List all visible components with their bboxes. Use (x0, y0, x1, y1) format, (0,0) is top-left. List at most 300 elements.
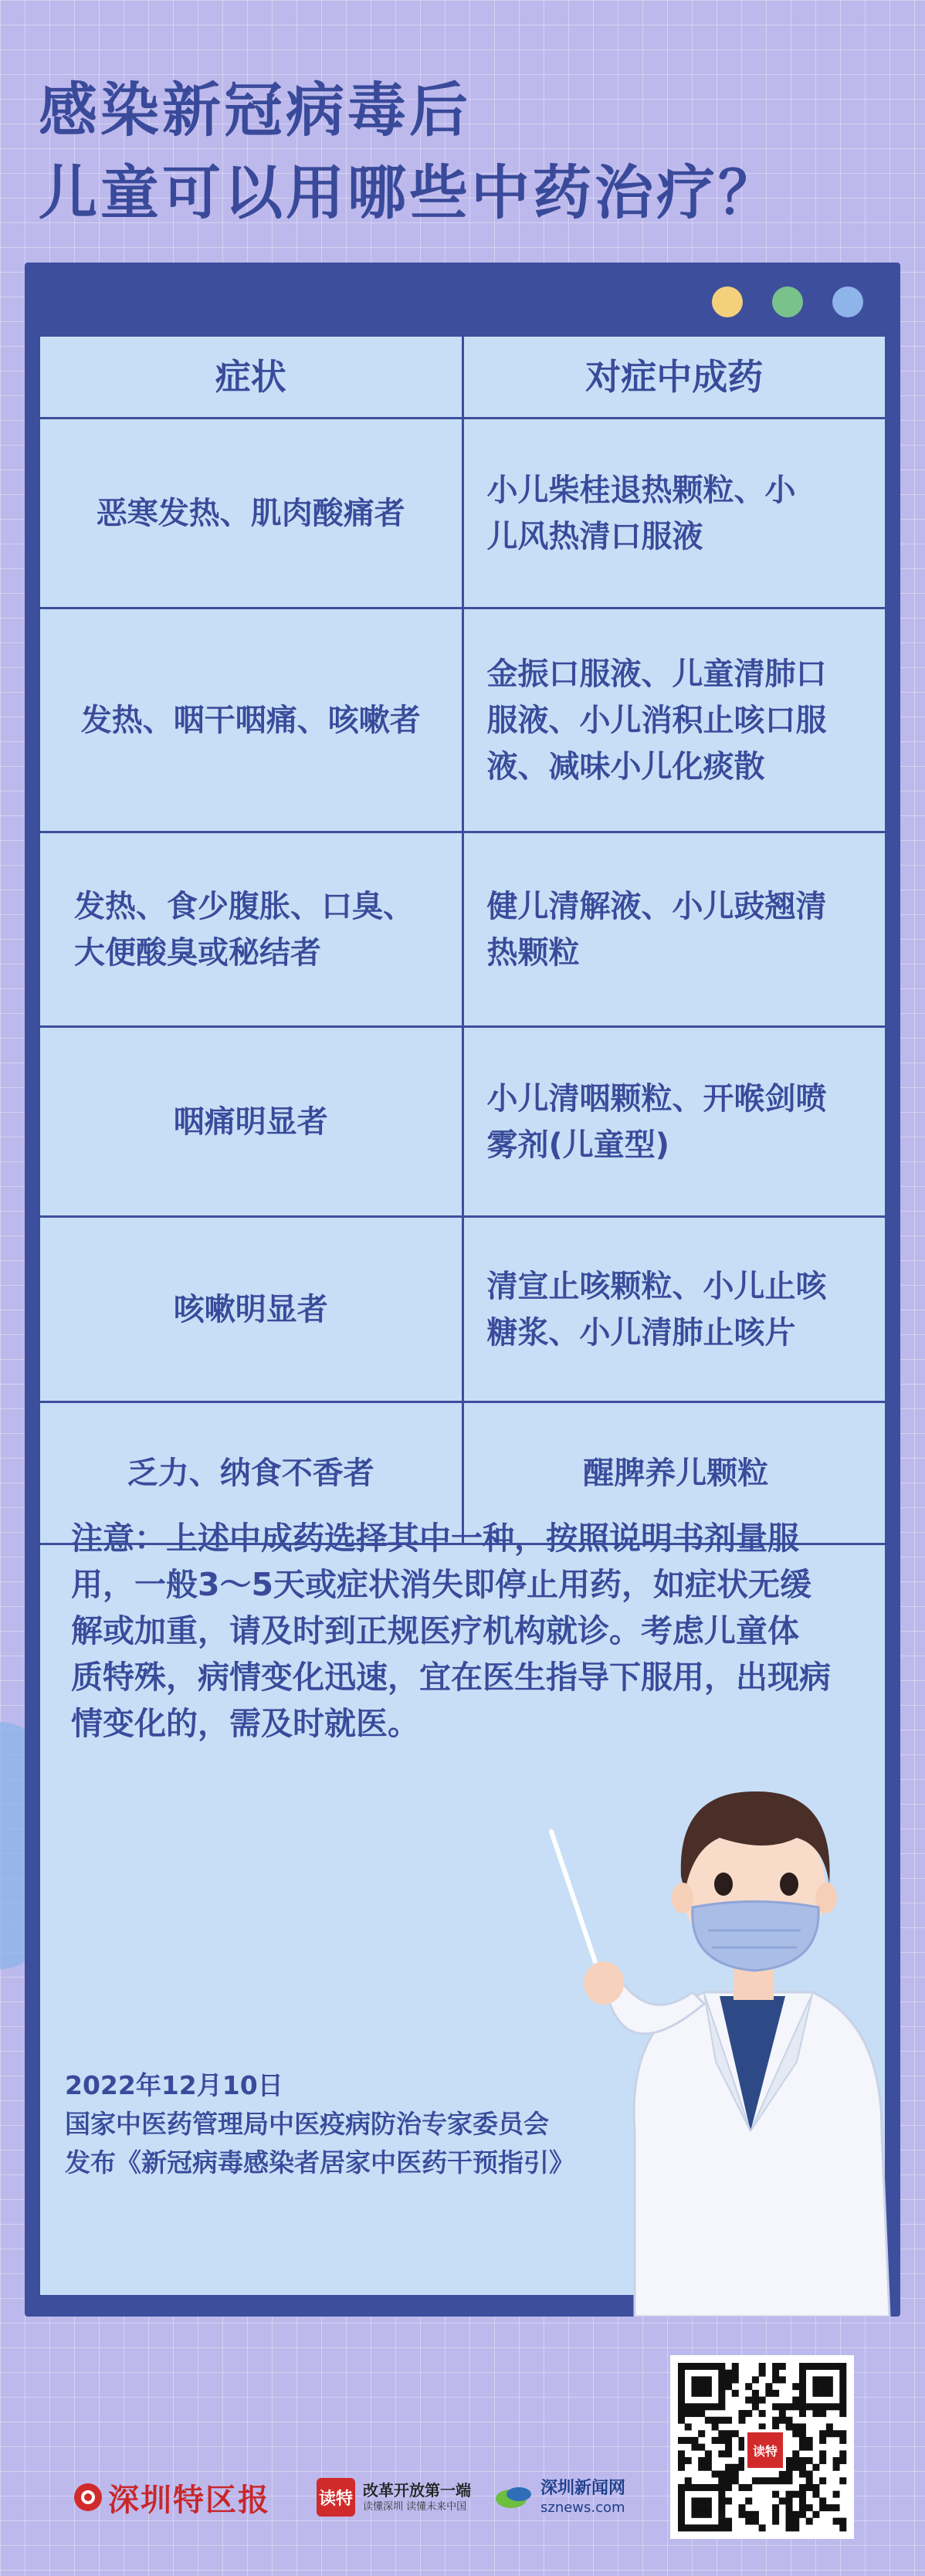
qr-module (833, 2457, 840, 2464)
qr-module (812, 2376, 819, 2383)
notice-line: 用，一般3～5天或症状消失即停止用药，如症状无缓 (71, 1566, 812, 1603)
qr-module (839, 2397, 846, 2404)
window-dot-blue-icon (832, 286, 863, 317)
symptom-text: 发热、食少腹胀、口臭、 (74, 888, 414, 924)
qr-module (678, 2497, 685, 2504)
source-publish: 发布《新冠病毒感染者居家中医药干预指引》 (65, 2147, 574, 2178)
qr-module (685, 2403, 692, 2410)
qr-module (826, 2504, 833, 2511)
qr-module (685, 2437, 692, 2444)
qr-module (712, 2524, 719, 2531)
qr-module (799, 2376, 806, 2383)
qr-module (732, 2376, 739, 2383)
qr-module (819, 2430, 826, 2437)
qr-module (839, 2518, 846, 2525)
content-panel (25, 263, 900, 2317)
qr-module (752, 2518, 759, 2525)
qr-module (779, 2410, 786, 2417)
symptom-text: 咽痛明显者 (173, 1103, 328, 1140)
qr-module (691, 2504, 698, 2511)
qr-module (812, 2511, 819, 2518)
qr-module (725, 2383, 732, 2390)
qr-module (806, 2484, 813, 2491)
qr-module (779, 2497, 786, 2504)
qr-module (772, 2518, 779, 2525)
page-title-line2: 儿童可以用哪些中药治疗？ (39, 158, 780, 227)
doctor-hand (584, 1961, 624, 2005)
qr-module (718, 2491, 725, 2498)
qr-module (678, 2417, 685, 2424)
qr-module (826, 2403, 833, 2410)
qr-module (792, 2403, 799, 2410)
qr-module (705, 2417, 712, 2424)
qr-module (732, 2464, 739, 2471)
qr-module (833, 2491, 840, 2498)
qr-module (786, 2518, 793, 2525)
medicine-cell (462, 608, 885, 832)
qr-module (812, 2491, 819, 2498)
sznews-leaf-icon (494, 2482, 534, 2513)
medicine-text: 儿风热清口服液 (486, 518, 703, 554)
qr-module (732, 2477, 739, 2484)
qr-module (806, 2471, 813, 2478)
qr-module (705, 2504, 712, 2511)
medicine-cell (462, 419, 885, 608)
medicine-text: 糖浆、小儿清肺止咳片 (486, 1314, 796, 1351)
notice-line: 质特殊，病情变化迅速，宜在医生指导下服用，出现病 (71, 1659, 831, 1696)
medicine-text: 热颗粒 (486, 934, 580, 971)
qr-module (691, 2437, 698, 2444)
qr-module (725, 2370, 732, 2377)
symptom-text: 大便酸臭或秘结者 (74, 934, 321, 971)
qr-module (819, 2390, 826, 2397)
qr-module (792, 2423, 799, 2430)
qr-module (786, 2497, 793, 2504)
qr-module (725, 2497, 732, 2504)
qr-module (819, 2410, 826, 2417)
qr-module (678, 2410, 685, 2417)
logo2-slogan: 改革开放第一端 (363, 2481, 471, 2500)
qr-module (738, 2410, 745, 2417)
qr-module (839, 2403, 846, 2410)
qr-module (819, 2383, 826, 2390)
qr-module (772, 2511, 779, 2518)
qr-module (732, 2370, 739, 2377)
qr-module (725, 2450, 732, 2457)
qr-module (779, 2376, 786, 2383)
logo1-text: 深圳特区报 (108, 2481, 270, 2518)
qr-module (799, 2464, 806, 2471)
qr-module (833, 2403, 840, 2410)
logo3-domain: sznews.com (540, 2500, 625, 2516)
qr-module (725, 2444, 732, 2451)
medicine-text: 服液、小儿消积止咳口服 (486, 702, 827, 738)
symptom-text: 发热、咽干咽痛、咳嗽者 (80, 702, 421, 738)
qr-module (752, 2376, 759, 2383)
notice-line: 注意：上述中成药选择其中一种，按照说明书剂量服 (71, 1520, 799, 1557)
qr-module (759, 2477, 766, 2484)
logo3-text-group (540, 2478, 625, 2517)
qr-module (685, 2410, 692, 2417)
qr-module (691, 2524, 698, 2531)
qr-module (678, 2518, 685, 2525)
qr-module (678, 2397, 685, 2404)
qr-module (786, 2471, 793, 2478)
qr-module (799, 2484, 806, 2491)
qr-module (792, 2457, 799, 2464)
table-row (40, 608, 885, 832)
qr-module (833, 2518, 840, 2525)
qr-module (718, 2477, 725, 2484)
qr-module (698, 2497, 705, 2504)
qr-module (698, 2376, 705, 2383)
symptom-cell (40, 608, 462, 832)
qr-module (718, 2518, 725, 2525)
qr-module (786, 2524, 793, 2531)
qr-module (705, 2524, 712, 2531)
qr-module (792, 2450, 799, 2457)
qr-module (705, 2457, 712, 2464)
qr-module (685, 2457, 692, 2464)
qr-module (705, 2390, 712, 2397)
qr-module (691, 2403, 698, 2410)
qr-badge-icon: 读特 (744, 2429, 786, 2471)
qr-module (826, 2390, 833, 2397)
qr-module (691, 2383, 698, 2390)
qr-module (792, 2491, 799, 2498)
qr-module (792, 2464, 799, 2471)
qr-module (786, 2464, 793, 2471)
qr-module (678, 2524, 685, 2531)
qr-module (812, 2464, 819, 2471)
qr-module (691, 2376, 698, 2383)
qr-module (826, 2430, 833, 2437)
qr-module (779, 2363, 786, 2370)
duote-badge-icon: 读特 (317, 2478, 355, 2517)
qr-module (799, 2363, 806, 2370)
qr-module (779, 2477, 786, 2484)
qr-module (698, 2511, 705, 2518)
qr-module (826, 2423, 833, 2430)
qr-module (833, 2504, 840, 2511)
table-row (40, 1027, 885, 1217)
qr-module (698, 2504, 705, 2511)
qr-module (759, 2363, 766, 2370)
qr-module (738, 2484, 745, 2491)
qr-module (705, 2363, 712, 2370)
shenzhen-special-zone-daily-logo (74, 2474, 270, 2520)
medicine-text: 清宣止咳颗粒、小儿止咳 (486, 1268, 827, 1304)
qr-module (819, 2403, 826, 2410)
qr-module (705, 2383, 712, 2390)
qr-module (772, 2491, 779, 2498)
qr-module (799, 2383, 806, 2390)
qr-module (799, 2497, 806, 2504)
symptom-cell (40, 832, 462, 1027)
qr-module (712, 2423, 719, 2430)
qr-module (792, 2430, 799, 2437)
medicine-text: 液、减味小儿化痰散 (486, 748, 765, 785)
table-row (40, 419, 885, 608)
medicine-text: 健儿清解液、小儿豉翘清 (486, 888, 827, 924)
page-title-line1: 感染新冠病毒后 (39, 76, 471, 144)
qr-module (745, 2518, 752, 2525)
qr-module (718, 2370, 725, 2377)
window-dot-yellow-icon (712, 286, 743, 317)
qr-module (772, 2417, 779, 2424)
qr-module (745, 2410, 752, 2417)
qr-module (819, 2497, 826, 2504)
qr-module (691, 2410, 698, 2417)
qr-module (799, 2457, 806, 2464)
medicine-text: 小儿柴桂退热颗粒、小 (486, 472, 796, 508)
qr-module (839, 2363, 846, 2370)
qr-module (833, 2464, 840, 2471)
qr-module (833, 2430, 840, 2437)
window-dot-green-icon (772, 286, 803, 317)
qr-module (712, 2437, 719, 2444)
qr-module (705, 2403, 712, 2410)
qr-module (826, 2376, 833, 2383)
qr-module (799, 2437, 806, 2444)
qr-module (812, 2403, 819, 2410)
qr-module (705, 2497, 712, 2504)
qr-module (691, 2363, 698, 2370)
qr-module (839, 2370, 846, 2377)
qr-module (725, 2376, 732, 2383)
qr-module (698, 2444, 705, 2451)
qr-module (799, 2397, 806, 2404)
qr-module (799, 2471, 806, 2478)
qr-module (799, 2511, 806, 2518)
qr-module (738, 2511, 745, 2518)
qr-module (812, 2383, 819, 2390)
qr-module (819, 2450, 826, 2457)
qr-module (712, 2403, 719, 2410)
qr-module (765, 2477, 772, 2484)
doctor-illustration (519, 1699, 905, 2317)
qr-module (792, 2518, 799, 2525)
qr-module (691, 2484, 698, 2491)
qr-module (799, 2430, 806, 2437)
qr-module (705, 2376, 712, 2383)
qr-module (725, 2471, 732, 2478)
qr-module (718, 2484, 725, 2491)
symptom-text: 咳嗽明显者 (173, 1291, 328, 1327)
qr-module (678, 2363, 685, 2370)
face-mask (693, 1902, 818, 1971)
qr-module (806, 2437, 813, 2444)
table-header-row (40, 337, 885, 419)
medicine-text: 金振口服液、儿童清肺口 (486, 656, 827, 692)
medicine-cell (462, 1217, 885, 1402)
qr-module (819, 2477, 826, 2484)
medicine-text: 小儿清咽颗粒、开喉剑喷 (486, 1080, 827, 1117)
qr-module (698, 2390, 705, 2397)
qr-module (725, 2437, 732, 2444)
medicine-text: 醒脾养儿颗粒 (583, 1455, 769, 1491)
qr-module (826, 2363, 833, 2370)
qr-module (786, 2511, 793, 2518)
qr-module (765, 2390, 772, 2397)
qr-module (698, 2430, 705, 2437)
qr-module (799, 2491, 806, 2498)
qr-module (698, 2464, 705, 2471)
medicine-text: 雾剂(儿童型) (486, 1127, 670, 1163)
symptom-text: 恶寒发热、肌肉酸痛者 (96, 495, 405, 531)
qr-module (718, 2511, 725, 2518)
qr-module (839, 2437, 846, 2444)
qr-code[interactable] (670, 2355, 854, 2539)
qr-module (799, 2444, 806, 2451)
doctor-ear (672, 1883, 693, 1913)
qr-module (806, 2444, 813, 2451)
qr-module (819, 2504, 826, 2511)
qr-module (786, 2403, 793, 2410)
qr-module (678, 2390, 685, 2397)
logo3-name: 深圳新闻网 (540, 2479, 626, 2498)
qr-module (799, 2390, 806, 2397)
qr-module (705, 2484, 712, 2491)
qr-module (718, 2450, 725, 2457)
qr-module (718, 2497, 725, 2504)
qr-module (779, 2403, 786, 2410)
qr-module (819, 2363, 826, 2370)
qr-module (678, 2403, 685, 2410)
qr-module (839, 2430, 846, 2437)
symptom-cell (40, 419, 462, 608)
source-org: 国家中医药管理局中医疫病防治专家委员会 (65, 2109, 549, 2139)
qr-module (833, 2363, 840, 2370)
qr-module (772, 2504, 779, 2511)
qr-module (718, 2383, 725, 2390)
qr-module (678, 2450, 685, 2457)
doctor-eye (780, 1873, 798, 1896)
qr-module (772, 2390, 779, 2397)
qr-module (745, 2497, 752, 2504)
qr-module (792, 2524, 799, 2531)
qr-module (678, 2504, 685, 2511)
qr-module (691, 2497, 698, 2504)
qr-module (718, 2363, 725, 2370)
qr-module (839, 2410, 846, 2417)
qr-module (792, 2511, 799, 2518)
qr-module (759, 2397, 766, 2404)
source-date: 2022年12月10日 (65, 2070, 283, 2100)
qr-module (839, 2477, 846, 2484)
qr-module (698, 2484, 705, 2491)
qr-module (806, 2403, 813, 2410)
qr-module (765, 2383, 772, 2390)
qr-module (678, 2370, 685, 2377)
qr-module (678, 2511, 685, 2518)
qr-module (819, 2437, 826, 2444)
qr-module (806, 2518, 813, 2525)
qr-module (839, 2390, 846, 2397)
table-row (40, 832, 885, 1027)
medicine-cell (462, 832, 885, 1027)
qr-module (759, 2370, 766, 2377)
qr-module (752, 2477, 759, 2484)
qr-module (786, 2504, 793, 2511)
qr-module (745, 2484, 752, 2491)
qr-module (792, 2383, 799, 2390)
qr-module (698, 2410, 705, 2417)
qr-module (738, 2417, 745, 2424)
table-row (40, 1217, 885, 1402)
qr-module (786, 2417, 793, 2424)
qr-module (786, 2491, 793, 2498)
qr-module (732, 2430, 739, 2437)
qr-module (839, 2457, 846, 2464)
header-symptom: 症状 (40, 337, 462, 419)
qr-module (799, 2423, 806, 2430)
qr-module (826, 2383, 833, 2390)
symptom-text: 乏力、纳食不香者 (127, 1455, 374, 1491)
qr-module (698, 2383, 705, 2390)
qr-module (772, 2477, 779, 2484)
qr-module (839, 2450, 846, 2457)
qr-module (718, 2504, 725, 2511)
qr-module (806, 2504, 813, 2511)
qr-module (712, 2363, 719, 2370)
qr-module (691, 2511, 698, 2518)
qr-module (678, 2383, 685, 2390)
qr-module (678, 2457, 685, 2464)
qr-module (691, 2390, 698, 2397)
qr-module (678, 2484, 685, 2491)
qr-module (725, 2484, 732, 2491)
qr-module (685, 2484, 692, 2491)
qr-module (678, 2491, 685, 2498)
qr-module (745, 2397, 752, 2404)
qr-module (718, 2471, 725, 2478)
qr-module (752, 2397, 759, 2404)
qr-module (772, 2376, 779, 2383)
qr-module (759, 2524, 766, 2531)
qr-module (725, 2417, 732, 2424)
qr-module (718, 2403, 725, 2410)
qr-module (698, 2403, 705, 2410)
qr-module (792, 2397, 799, 2404)
qr-module (799, 2370, 806, 2377)
qr-module (812, 2410, 819, 2417)
qr-module (725, 2464, 732, 2471)
qr-module (705, 2511, 712, 2518)
qr-module (786, 2423, 793, 2430)
qr-module (799, 2504, 806, 2511)
qr-module (732, 2471, 739, 2478)
qr-module (705, 2464, 712, 2471)
qr-module (725, 2430, 732, 2437)
qr-module (819, 2457, 826, 2464)
qr-module (738, 2504, 745, 2511)
qr-module (718, 2417, 725, 2424)
qr-module (718, 2390, 725, 2397)
notice-line: 情变化的，需及时就医。 (71, 1705, 419, 1742)
qr-module (812, 2363, 819, 2370)
qr-module (718, 2397, 725, 2404)
logo2-subslogan: 读懂深圳 读懂未来中国 (363, 2501, 467, 2513)
qr-module (752, 2390, 759, 2397)
qr-module (712, 2417, 719, 2424)
qr-module (718, 2376, 725, 2383)
qr-module (718, 2437, 725, 2444)
qr-module (725, 2477, 732, 2484)
qr-module (806, 2477, 813, 2484)
qr-module (752, 2403, 759, 2410)
qr-module (718, 2430, 725, 2437)
